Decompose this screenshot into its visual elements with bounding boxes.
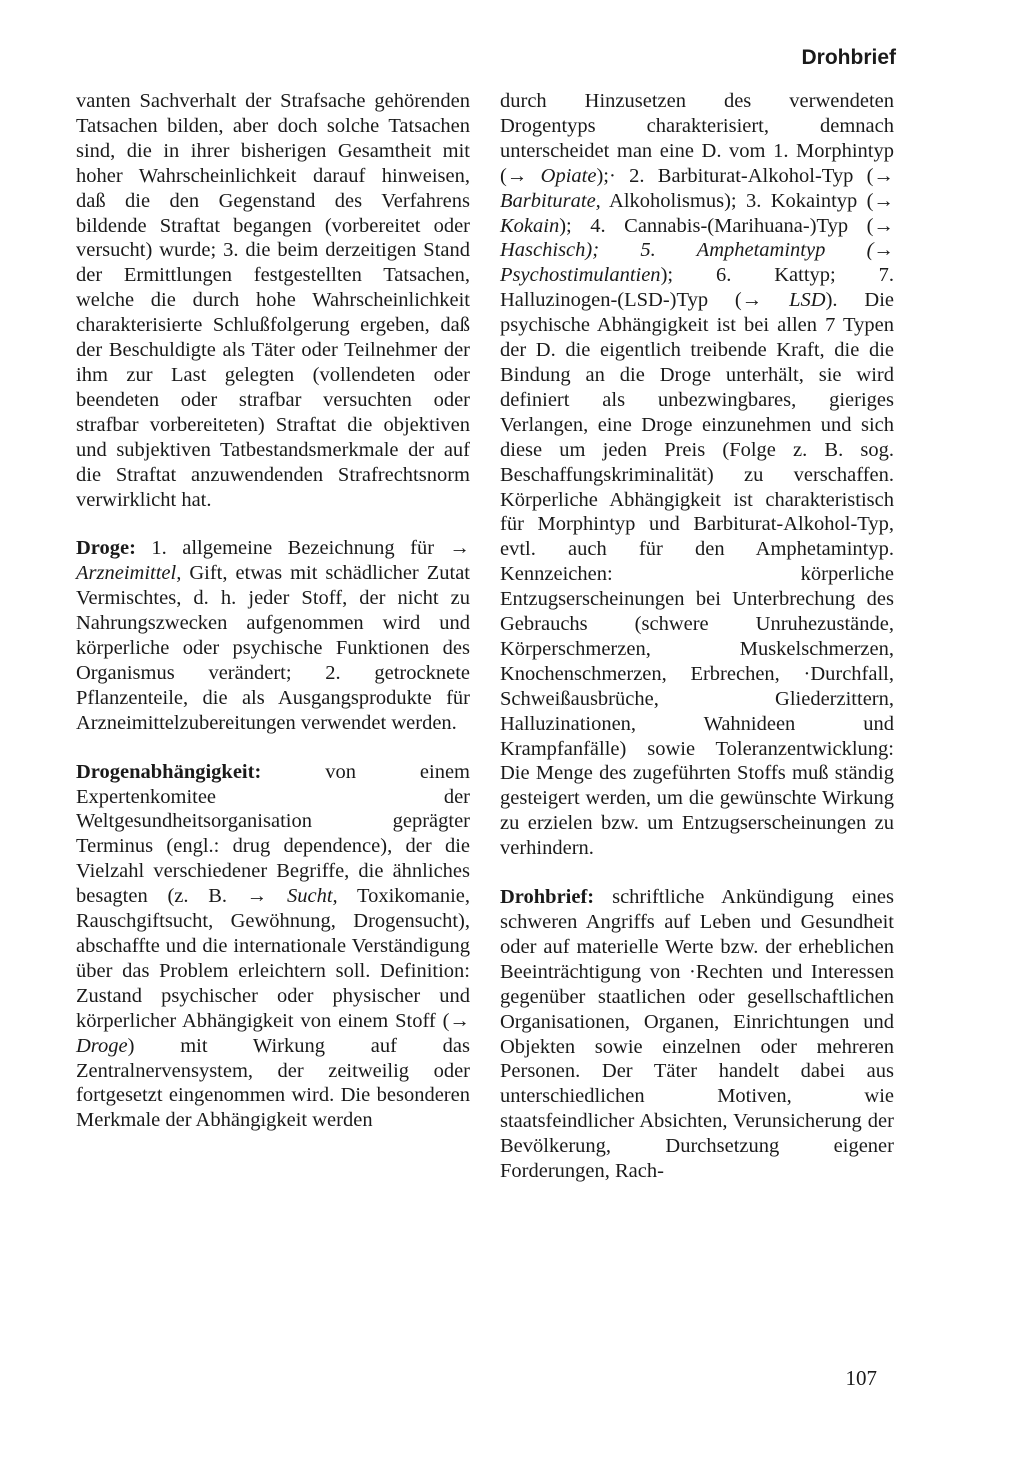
entry-text: );· 2. Barbiturat-Alkohol-Typ (→ [596,164,895,187]
cross-reference: Barbiturate, [500,189,601,212]
running-head: Drohbrief [801,46,896,69]
page-number: 107 [845,1366,877,1390]
cross-reference: Arzneimittel, [76,562,182,585]
entry-text: 1. allgemeine Bezeichnung für → [135,537,470,560]
entry-text: ); 4. Cannabis-(Marihuana-)Typ (→ [559,214,894,237]
entry-droge [76,536,470,735]
entry-drohbrief [500,885,894,1184]
headword-droge: Droge: [76,537,136,560]
cross-reference: Droge [76,1034,128,1057]
headword-drogenabhaengigkeit: Drogenabhängigkeit: [76,760,262,783]
entry-text: ) mit Wirkung auf das Zentralnervensystem, der zeitweilig oder fortgesetzt eingenommen wird. Die besonderen Merkmale der Abhängigkeit werden [76,1034,470,1132]
entry-continuation: vanten Sachverhalt der Strafsache gehörenden Tatsachen bilden, aber doch solche Tatsachen sind, die in ihrer bisherigen Gesamtheit mit hoher Wahrscheinlichkeit darauf hinweisen, daß die den Gegenstand des Verfahrens bildende Straftat begangen (vorbereitet oder versucht) wurde; 3. die beim derzeitigen Stand der Ermittlungen festgestellten Tatsachen, welche die durch hohe Wahrscheinlichkeit charakterisierte Schlußfolgerung ergeben, daß der Beschuldigte als Täter oder Teilnehmer der ihm zur Last gelegten (vollendeten oder beendeten oder strafbar versuchten oder strafbar vorbereiteten) Straftat die objektiven und subjektiven Tatbestandsmerkmale der auf die Straftat anzuwendenden Strafrechtsnorm verwirklicht hat. [76,90,470,511]
entry-text: Gift, etwas mit schädlicher Zutat Vermischtes, d. h. jeder Stoff, der nicht zu Nahrungszwecken aufgenommen wird und körperliche oder psychische Funktionen des Organismus verändert; 2. getrocknete Pflanzenteile, die als Ausgangsprodukte für Arzneimittelzubereitungen verwendet werden. [76,562,470,734]
entry-text: Alkoholismus); 3. Kokaintyp (→ [600,189,894,212]
cross-reference: Sucht, [286,885,338,908]
cross-reference: Kokain [500,214,560,237]
entry-text: Toxikomanie, Rauschgiftsucht, Gewöhnung, Drogensucht), abschaffte und die internationale Verständigung über das Problem erleichtern soll. Definition: Zustand psychischer oder physischer und körperlicher Abhängigkeit von einem Stoff (→ [76,885,470,1032]
cross-reference: Opiate [540,164,597,187]
entry-drogenabhaengigkeit [76,760,470,1134]
entry-drogenabhaengigkeit-continued [500,89,894,861]
entry-text: von einem Expertenkomitee der Weltgesundheitsorganisation geprägter Terminus (engl.: drug dependence), der die Vielzahl verschiedener Begriffe, die ähnliches besagten (z. B. → [76,760,470,908]
entry-text: schriftliche Ankündigung eines schweren Angriffs auf Leben und Gesundheit oder auf materielle Werte bzw. der erheblichen Beeinträchtigung von ·Rechten und Interessen gegenüber staatlichen oder gesellschaftlichen Organisationen, Organen, Einrichtungen und Objekten sowie einzelnen oder mehreren Personen. Der Täter handelt dabei aus unterschiedlichen Motiven, wie staatsfeindlicher Absichten, Verunsicherung der Bevölkerung, Durchsetzung eigener Forderungen, Rach- [500,886,894,1183]
left-column [76,89,470,1133]
entry-text: durch Hinzusetzen des verwendeten Drogentyps charakterisiert, demnach unterscheidet man eine D. vom 1. Morphintyp (→ [500,90,894,187]
entry-text: ); 6. Kattyp; 7. Halluzinogen-(LSD-)Typ (→ [500,264,894,312]
entry-text: ). Die psychische Abhängigkeit ist bei allen 7 Typen der D. die eigentlich treibende Kraft, die die Bindung an die Droge unterhält, sie wird definiert als unbezwingbares, gieriges Verlangen, eine Droge einzunehmen und sich diese um jeden Preis (Folge z. B. sog. Beschaffungskriminalität) zu verschaffen. Körperliche Abhängigkeit ist charakteristisch für Morphintyp und Barbiturat-Alkohol-Typ, evtl. auch für den Amphetamintyp. Kennzeichen: körperliche Entzugserscheinungen bei Unterbrechung des Gebrauchs (schwere Unruhezustände, Körperschmerzen, Muskelschmerzen, Knochenschmerzen, Erbrechen, ·Durchfall, Schweißausbrüche, Gliederzittern, Halluzinationen, Wahnideen und Krampfanfälle) sowie Toleranzentwicklung: Die Menge des zugeführten Stoffs muß ständig gesteigert werden, um die gewünschte Wirkung zu erzielen bzw. um Entzugserscheinungen zu verhindern. [500,289,894,860]
cross-reference: Haschisch); 5. Amphetamintyp (→ Psychostimulantien [500,239,894,287]
cross-reference: LSD [789,289,826,312]
headword-drohbrief: Drohbrief: [500,886,595,909]
right-column [500,89,894,1184]
